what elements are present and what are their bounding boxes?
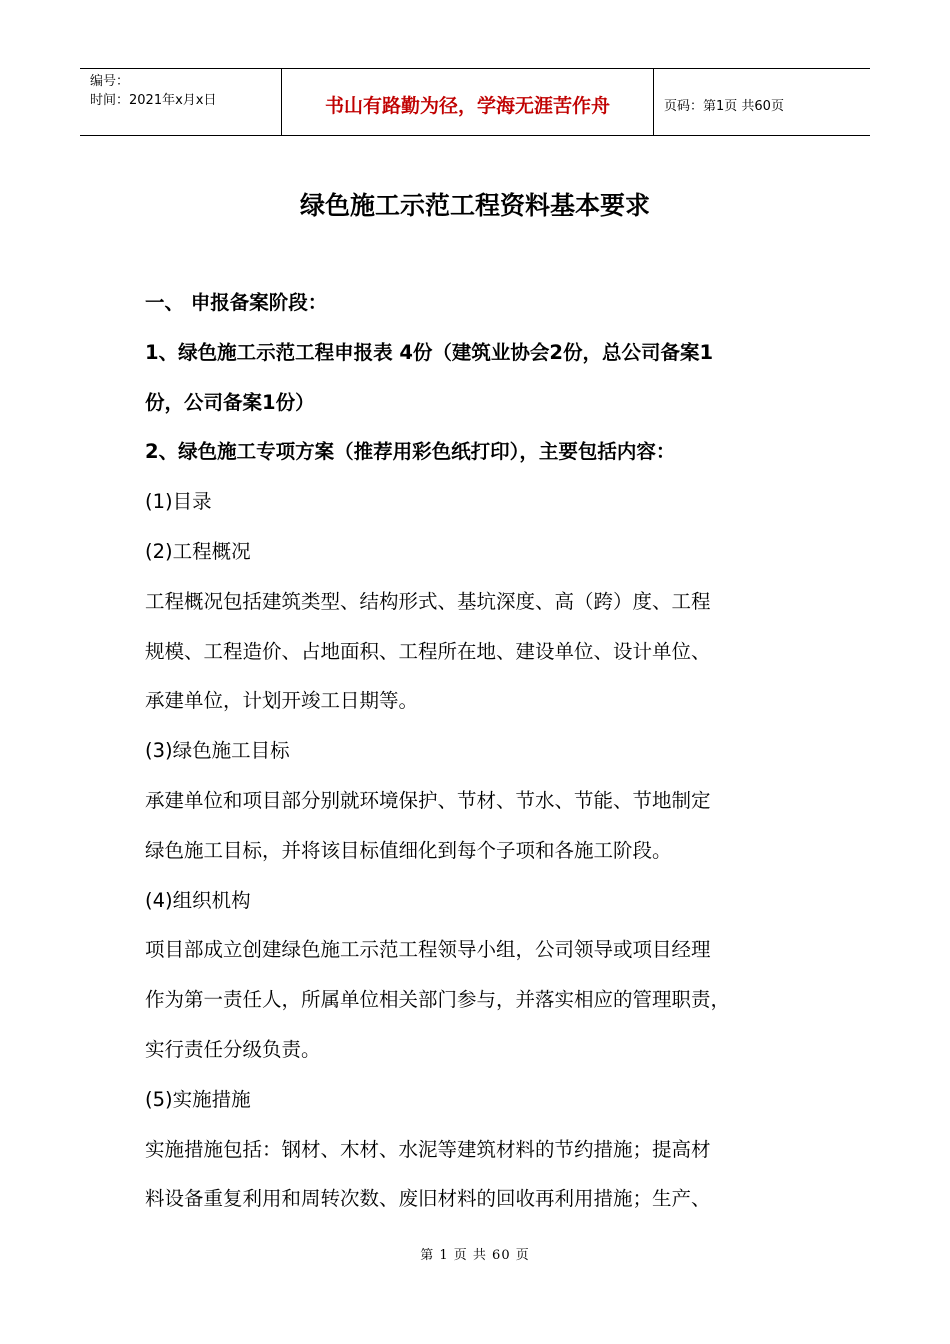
header-page-info: 页码：第1页 共60页 [664,98,784,114]
body-line: 作为第一责任人，所属单位相关部门参与，并落实相应的管理职责， [145,988,731,1012]
body-line: 工程概况包括建筑类型、结构形式、基坑深度、高（跨）度、工程 [145,589,711,613]
body-line: 规模、工程造价、占地面积、工程所在地、建设单位、设计单位、 [145,639,711,663]
subsection-heading: (4)组织机构 [145,888,251,912]
body-line: 份，公司备案1份） [145,390,315,414]
document-title: 绿色施工示范工程资料基本要求 [299,191,650,220]
document-time-label: 时间：2021年x月x日 [90,93,217,108]
body-line: 1、绿色施工示范工程申报表 4份（建筑业协会2份，总公司备案1 [145,340,714,364]
body-line: 项目部成立创建绿色施工示范工程领导小组，公司领导或项目经理 [145,938,711,962]
page-footer: 第 1 页 共 60 页 [420,1248,530,1263]
subsection-heading: (3)绿色施工目标 [145,739,290,763]
subsection-heading: (2)工程概况 [145,539,251,563]
document-number-label: 编号： [90,74,130,89]
body-line: 实施措施包括：钢材、木材、水泥等建筑材料的节约措施；提高材 [145,1137,711,1161]
section-heading: 一、 申报备案阶段： [145,291,328,314]
body-line: 绿色施工目标，并将该目标值细化到每个子项和各施工阶段。 [145,838,672,862]
header-meta-cell [80,69,282,135]
document-body [145,278,835,1224]
header-motto: 书山有路勤为径，学海无涯苦作舟 [282,69,654,135]
subsection-heading: (5)实施措施 [145,1087,251,1111]
body-line: 承建单位和项目部分别就环境保护、节材、节水、节能、节地制定 [145,788,711,812]
body-line: 2、绿色施工专项方案（推荐用彩色纸打印），主要包括内容： [145,440,676,464]
body-line: 承建单位，计划开竣工日期等。 [145,689,419,713]
document-header-table [80,68,870,136]
body-line: 实行责任分级负责。 [145,1037,321,1061]
subsection-heading: (1)目录 [145,490,212,514]
body-line: 料设备重复利用和周转次数、废旧材料的回收再利用措施；生产、 [145,1187,711,1211]
